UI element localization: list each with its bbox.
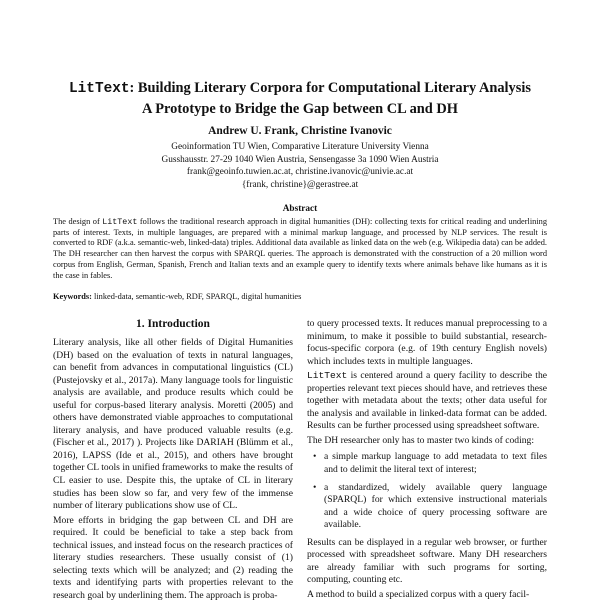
title-line-1 <box>40 78 560 99</box>
intro-paragraph-1: Literary analysis, like all other fields of Digital Humanities (DH) based on the evaluation of texts in natural languages, can benefit from advances in computational linguistics (CL) (Pustejovsky et al., 2017a). Many language tools for linguistic analysis are available, and produce results which could be useful for corpus-based literary analysis. Moretti (2005) and others have demonstrated viable approaches to computational literary analysis, and have produced valuable results (e.g. (Fischer et al., 2017) ). Projects like DARIAH (Blümm et al., 2016), LAPSS (Ide et al., 2015), and others have brought together CL tools in unified frameworks to make the results of CL easier to use. Despite this, the uptake of CL in literary studies has been slow so far, and very few of the immense number of literary publications show use of CL. <box>53 337 293 512</box>
list-item <box>307 451 547 476</box>
intro-paragraph-3: to query processed texts. It reduces manual preprocessing to a minimum, to make it possible to build substantial, research-focus-specific corpora (e.g. of 19th century English novels) which includes texts in multiple languages. <box>307 318 547 367</box>
title-system-name: LitText <box>69 81 130 97</box>
abstract-system-name: LitText <box>102 217 138 227</box>
intro-paragraph-7: A method to build a specialized corpus with a query facil- <box>307 588 530 600</box>
bullet-icon: • <box>313 481 317 493</box>
keywords-text: linked-data, semantic-web, RDF, SPARQL, digital humanities <box>91 292 302 301</box>
intro-paragraph-6: Results can be displayed in a regular web browser, or further processed with spreadsheet software. Many DH researchers are already familiar with such programs for sorting, computing, counting etc. <box>307 536 547 586</box>
intro-paragraph-5: The DH researcher only has to master two kinds of coding: <box>307 434 534 446</box>
intro-paragraph-2: More efforts in bridging the gap between CL and DH are required. It could be beneficial to take a step back from technical issues, and instead focus on the research practices of literary studies researchers. These usually consist of (1) selecting texts which will be analyzed; and (2) reading the texts and identifying parts with properties relevant to the research goal by underlining them. The approach is proba- <box>53 514 293 600</box>
title-line-1-rest: : Building Literary Corpora for Computational Literary Analysis <box>129 80 531 96</box>
inline-system-name: LitText <box>307 370 348 382</box>
intro-paragraph-4-text: is centered around a query facility to describe the properties relevant text pieces should have, and retrieves these together with metadata about the texts; other data useful for the analysis and available in linked-data format can be added. Results can be further processed using spreadsheet software. <box>307 370 547 432</box>
paper-title <box>40 78 560 119</box>
intro-paragraph-4 <box>307 370 547 433</box>
title-line-2: A Prototype to Bridge the Gap between CL and DH <box>142 101 458 117</box>
affiliation-address: Gusshausstr. 27-29 1040 Wien Austria, Sensengasse 3a 1090 Wien Austria <box>161 154 439 165</box>
right-column <box>307 318 547 600</box>
keywords-label: Keywords: <box>53 292 92 301</box>
coding-kinds-list <box>307 451 547 531</box>
affiliation-emails-alt: {frank, christine}@gerastree.at <box>241 179 359 190</box>
abstract-part-2: follows the traditional research approach in digital humanities (DH): collecting texts for critical reading and underlining parts of interest. Texts, in multiple languages, are prepared with a minimal markup language, and processed by NLP services. The result is converted to RDF (a.k.a. semantic-web, linked-data) triples. Additional data available as linked data on the web (e.g. Wikipedia data) can be added. The DH researcher can then harvest the corpus with SPARQL queries. The approach is demonstrated with the construction of a 20 million word corpus from English, German, Spanish, French and Italian texts and an example query to identify texts where animals behave like humans as it is the case in fables. <box>53 217 547 280</box>
affiliation-institutions: Geoinformation TU Wien, Comparative Literature University Vienna <box>171 142 429 152</box>
affiliation-emails: frank@geoinfo.tuwien.ac.at, christine.ivanovic@univie.ac.at <box>186 167 414 177</box>
affiliation-block <box>40 141 560 191</box>
list-item <box>307 482 547 532</box>
abstract-text <box>53 217 547 281</box>
section-heading-introduction: 1. Introduction <box>136 318 210 330</box>
bullet-icon: • <box>313 451 317 463</box>
list-item-text: a standardized, widely available query language (SPARQL) for which extensive instructional materials and a wide choice of query processing software are available. <box>324 481 547 531</box>
abstract-heading: Abstract <box>282 204 318 214</box>
authors: Andrew U. Frank, Christine Ivanovic <box>208 125 392 137</box>
list-item-text: a simple markup language to add metadata to text files and to delimit the literal text of interest; <box>324 451 547 476</box>
abstract-part-1: The design of <box>53 217 103 226</box>
keywords <box>53 292 547 303</box>
left-column <box>53 337 293 600</box>
